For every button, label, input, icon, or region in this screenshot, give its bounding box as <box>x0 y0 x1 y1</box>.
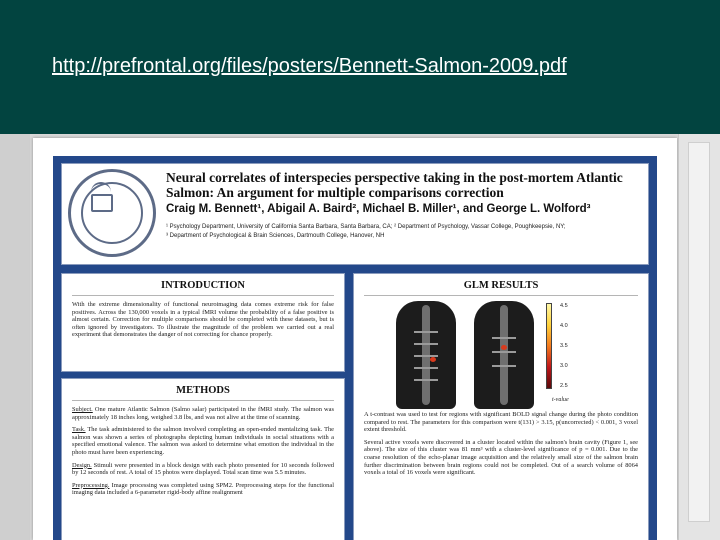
scale-tick: 4.5 <box>560 303 568 309</box>
scan-structure <box>414 367 438 369</box>
scan-structure <box>492 337 516 339</box>
divider <box>72 295 334 296</box>
glm-results-panel <box>353 273 649 540</box>
scan-structure <box>414 331 438 333</box>
design-text: Stimuli were presented in a block design with each photo presented for 10 seconds followed by 12 seconds of rest. A total of 15 photos were displayed. Total scan time was 5.5 minutes. <box>72 461 334 477</box>
affiliation-line-1: ¹ Psychology Department, University of California Santa Barbara, Santa Barbara, CA; ² Department of Psychology, Vassar College, Poughkeepsie, NY; <box>166 224 566 230</box>
task-label: Task. <box>72 426 86 434</box>
affiliation-line-2: ³ Department of Psychological & Brain Sciences, Dartmouth College, Hanover, NH <box>166 233 385 239</box>
methods-task-paragraph <box>72 426 334 456</box>
salmon-scan-sagittal <box>396 301 456 409</box>
methods-panel <box>61 378 345 540</box>
methods-design-paragraph <box>72 462 334 477</box>
activation-cluster <box>501 345 507 350</box>
salmon-brain-scans <box>364 301 638 411</box>
salmon-scan-coronal <box>474 301 534 409</box>
introduction-text: With the extreme dimensionality of functional neuroimaging data comes extreme risk for false positives. Across the 130,000 voxels in a typical fMRI volume the probability of a false positive is almost certain. Correction for multiple comparisons should be completed with these datasets, but is often ignored by investigators. To illustrate the magnitude of the problem we carried out a real experiment that demonstrates the danger of not correcting for chance properly. <box>72 301 334 339</box>
methods-text <box>62 406 344 497</box>
divider <box>364 295 638 296</box>
scale-tick: 3.5 <box>560 343 568 349</box>
poster-authors: Craig M. Bennett¹, Abigail A. Baird², Michael B. Miller¹, and George L. Wolford³ <box>166 203 591 215</box>
title-banner <box>0 0 720 134</box>
subject-text: One mature Atlantic Salmon (Salmo salar) participated in the fMRI study. The salmon was approximately 18 inches long, weighed 3.8 lbs, and was not alive at the time of scanning. <box>72 406 334 421</box>
scan-structure <box>492 351 516 353</box>
vertical-scrollbar[interactable] <box>678 134 720 540</box>
design-label: Design. <box>72 461 92 469</box>
glm-paragraph-1: A t-contrast was used to test for regions with significant BOLD signal change during the photo condition compared to rest. The parameters for this comparison were t(131) > 3.15, p(uncorrected) < 0.001, 3 voxel extent threshold. <box>364 411 638 434</box>
pdf-url-link[interactable]: http://prefrontal.org/files/posters/Bennett-Salmon-2009.pdf <box>52 55 567 77</box>
scale-tick: 4.0 <box>560 323 568 329</box>
scan-spine <box>500 305 508 405</box>
glm-results-heading: GLM RESULTS <box>463 280 539 291</box>
university-seal-icon <box>68 169 156 257</box>
task-text: The task administered to the salmon involved completing an open-ended mentalizing task. The salmon was shown a series of photographs depicting human individuals in social situations with a specified emotional valence. The salmon was asked to determine what emotion the individual in the photo must have been experiencing. <box>72 426 334 456</box>
scan-structure <box>414 379 438 381</box>
pdf-page <box>33 138 677 540</box>
scan-structure <box>492 365 516 367</box>
t-value-label: t-value <box>552 397 569 403</box>
seal-book-shape <box>91 194 113 212</box>
introduction-heading: INTRODUCTION <box>160 280 245 291</box>
activation-cluster <box>430 357 436 362</box>
viewer-gutter <box>0 134 30 540</box>
poster-title: Neural correlates of interspecies perspective taking in the post-mortem Atlantic Salmon: An argument for multiple comparisons correction <box>166 170 623 200</box>
scale-tick: 3.0 <box>560 363 568 369</box>
methods-preprocessing-paragraph <box>72 482 334 497</box>
pdf-viewer <box>0 134 720 540</box>
methods-heading: METHODS <box>176 385 230 396</box>
preprocessing-text: Image processing was completed using SPM2. Preprocessing steps for the functional imaging data included a 6-parameter rigid-body affine realignment <box>72 481 334 497</box>
scan-structure <box>414 343 438 345</box>
poster <box>53 156 657 540</box>
glm-results-text <box>354 411 648 477</box>
poster-header <box>61 163 649 265</box>
preprocessing-label: Preprocessing. <box>72 481 110 489</box>
glm-paragraph-2: Several active voxels were discovered in a cluster located within the salmon's brain cavity (Figure 1, see above). The size of this cluster was 81 mm³ with a cluster-level significance of p = 0.001. Due to the coarse resolution of the echo-planar image acquisition and the relatively small size of the salmon brain further discrimination between brain regions could not be completed. Out of a search volume of 8064 voxels a total of 16 voxels were significant. <box>364 438 638 477</box>
scale-tick: 2.5 <box>560 383 568 389</box>
divider <box>72 400 334 401</box>
introduction-panel <box>61 273 345 372</box>
subject-label: Subject. <box>72 406 93 413</box>
scrollbar-thumb[interactable] <box>688 142 710 522</box>
t-value-color-scale <box>546 303 552 389</box>
methods-subject-paragraph <box>72 406 334 421</box>
